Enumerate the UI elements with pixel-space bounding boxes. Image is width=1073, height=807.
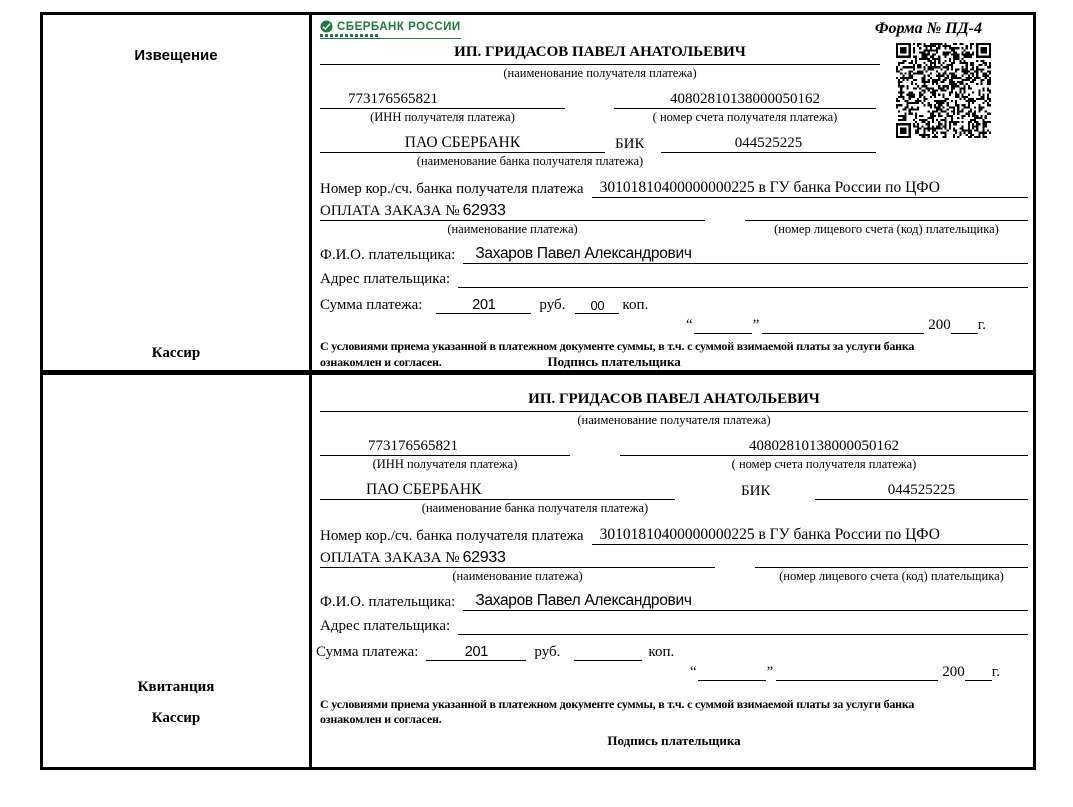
amount-label: Сумма платежа: — [320, 297, 423, 313]
rub-unit: руб. — [539, 297, 566, 313]
corr-account-label: Номер кор./сч. банка получателя платежа — [320, 181, 584, 197]
sberbank-logo-icon — [320, 20, 333, 33]
corr-account-row — [320, 172, 1028, 198]
bank-name-value: ПАО СБЕРБАНК — [404, 134, 521, 151]
payment-name-caption: (наименование платежа) — [452, 569, 583, 583]
purpose-captions-row — [320, 568, 1028, 585]
amount-kop-value: 00 — [590, 298, 605, 313]
quote-open: “ — [685, 317, 693, 333]
payer-name-value: Захаров Павел Александрович — [475, 592, 692, 609]
corr-account-field — [592, 520, 1028, 545]
payer-address-label: Адрес плательщика: — [320, 618, 451, 634]
payer-address-field — [458, 613, 1028, 635]
payer-address-field — [458, 266, 1028, 288]
bank-name-value: ПАО СБЕРБАНК — [366, 481, 482, 498]
bank-name-field — [320, 475, 675, 500]
date-row — [320, 661, 1000, 681]
payer-name-label: Ф.И.О. плательщика: — [320, 594, 456, 610]
date-month-field — [776, 664, 938, 681]
amount-kop-field — [574, 640, 642, 661]
payment-purpose-label: ОПЛАТА ЗАКАЗА № — [320, 550, 460, 566]
corr-account-row — [320, 519, 1028, 545]
receipt-stub-column — [43, 375, 312, 767]
payer-address-row — [320, 613, 1028, 635]
receipt-section — [43, 375, 1033, 767]
order-number-value: 62933 — [462, 202, 506, 219]
bik-label: БИК — [615, 136, 645, 152]
year-prefix: 200 — [928, 317, 951, 333]
corr-account-label: Номер кор./сч. банка получателя платежа — [320, 528, 584, 544]
corr-account-value: 30101810400000000225 в ГУ банка России по ЦФО — [599, 179, 940, 196]
signature-label: Подпись плательщика — [547, 354, 681, 369]
payer-code-caption: (номер лицевого счета (код) плательщика) — [779, 569, 1004, 583]
date-month-field — [762, 317, 924, 334]
date-day-field — [694, 317, 752, 334]
bank-name-caption: (наименование банка получателя платежа) — [421, 501, 649, 515]
inn-account-captions — [320, 456, 1028, 473]
qr-code — [896, 43, 991, 138]
notice-label: Извещение — [134, 47, 218, 64]
payer-code-caption: (номер лицевого счета (код) плательщика) — [774, 222, 999, 236]
agreement-line2-row — [320, 354, 1028, 370]
account-value: 40802810138000050162 — [749, 438, 899, 454]
bank-bik-row — [320, 475, 1028, 500]
date-year-field — [951, 317, 978, 334]
payer-name-label: Ф.И.О. плательщика: — [320, 247, 456, 263]
order-number-value: 62933 — [462, 549, 506, 566]
account-value: 40802810138000050162 — [670, 91, 820, 107]
amount-row — [320, 290, 1028, 314]
notice-header-row — [320, 20, 1028, 44]
agreement-line1: С условиями приема указанной в платежном документе суммы, в т.ч. с суммой взимаемой платы за услуги банка — [320, 697, 915, 711]
account-field — [620, 431, 1028, 456]
cashier-label: Кассир — [151, 345, 201, 361]
kop-unit: коп. — [622, 297, 649, 313]
recipient-name-caption: (наименование получателя платежа) — [503, 66, 697, 80]
payer-name-row — [320, 240, 1028, 264]
recipient-name-caption: (наименование получателя платежа) — [577, 413, 771, 427]
notice-body — [312, 15, 1033, 370]
account-caption: ( номер счета получателя платежа) — [731, 457, 917, 471]
rub-unit: руб. — [534, 644, 561, 660]
date-day-field — [698, 664, 766, 681]
recipient-title: ИП. ГРИДАСОВ ПАВЕЛ АНАТОЛЬЕВИЧ — [320, 391, 1028, 412]
amount-rub-value: 201 — [464, 644, 489, 660]
payment-purpose-field — [320, 545, 715, 568]
year-prefix: 200 — [942, 664, 965, 680]
sberbank-logo-text: СБЕРБАНК РОССИИ — [337, 20, 461, 33]
agreement-line2: ознакомлен и согласен. — [320, 355, 442, 369]
bank-name-caption: (наименование банка получателя платежа) — [416, 154, 644, 168]
payment-name-caption: (наименование платежа) — [447, 222, 578, 236]
notice-section — [43, 15, 1033, 375]
payer-address-label: Адрес плательщика: — [320, 271, 451, 287]
inn-field — [320, 84, 565, 109]
payment-purpose-field — [320, 198, 705, 221]
purpose-captions-row — [320, 221, 1028, 238]
payer-name-row — [320, 587, 1028, 611]
receipt-label: Квитанция — [137, 679, 215, 695]
payer-name-value: Захаров Павел Александрович — [475, 245, 692, 262]
bik-label: БИК — [741, 483, 771, 499]
inn-caption: (ИНН получателя платежа) — [370, 110, 515, 124]
quote-open: “ — [689, 664, 697, 680]
corr-account-value: 30101810400000000225 в ГУ банка России по ЦФО — [599, 526, 940, 543]
notice-stub-column — [43, 15, 312, 370]
cashier-label: Кассир — [151, 710, 201, 726]
inn-account-row — [320, 431, 1028, 456]
inn-value: 773176565821 — [348, 91, 438, 107]
amount-row — [316, 637, 1028, 661]
payment-purpose-row — [320, 198, 1028, 221]
amount-kop-field — [575, 293, 619, 314]
payer-address-row — [320, 266, 1028, 288]
pd4-form — [40, 12, 1036, 770]
amount-rub-field — [436, 293, 531, 314]
kop-unit: коп. — [648, 644, 675, 660]
corr-account-field — [592, 173, 1028, 198]
year-suffix: г. — [991, 664, 1000, 680]
date-year-field — [965, 664, 992, 681]
signature-label: Подпись плательщика — [607, 733, 741, 748]
form-number: Форма № ПД-4 — [874, 20, 982, 37]
quote-close: ” — [766, 664, 774, 680]
bik-field — [815, 475, 1028, 500]
bank-name-field — [320, 128, 605, 153]
date-row — [320, 314, 986, 334]
payer-name-field — [463, 587, 1028, 611]
amount-label: Сумма платежа: — [316, 644, 419, 660]
receipt-body — [312, 375, 1033, 767]
payment-purpose-row — [320, 545, 1028, 568]
year-suffix: г. — [977, 317, 986, 333]
quote-close: ” — [752, 317, 760, 333]
bik-field — [661, 128, 876, 153]
payer-name-field — [463, 240, 1028, 264]
sberbank-logo — [320, 20, 461, 39]
sberbank-logo-subtext — [320, 34, 378, 37]
payer-code-field — [755, 545, 1028, 568]
amount-rub-field — [426, 640, 526, 661]
inn-field — [320, 431, 570, 456]
agreement-line1: С условиями приема указанной в платежном документе суммы, в т.ч. с суммой взимаемой платы за услуги банка — [320, 339, 915, 353]
inn-caption: (ИНН получателя платежа) — [372, 457, 518, 471]
recipient-title: ИП. ГРИДАСОВ ПАВЕЛ АНАТОЛЬЕВИЧ — [320, 44, 880, 65]
inn-value: 773176565821 — [368, 438, 458, 454]
payment-purpose-label: ОПЛАТА ЗАКАЗА № — [320, 203, 460, 219]
agreement-line2: ознакомлен и согласен. — [320, 712, 442, 726]
bik-value: 044525225 — [887, 482, 956, 498]
amount-rub-value: 201 — [472, 297, 496, 313]
payer-code-field — [745, 198, 1028, 221]
account-caption: ( номер счета получателя платежа) — [652, 110, 838, 124]
bik-value: 044525225 — [734, 135, 803, 151]
account-field — [614, 84, 876, 109]
